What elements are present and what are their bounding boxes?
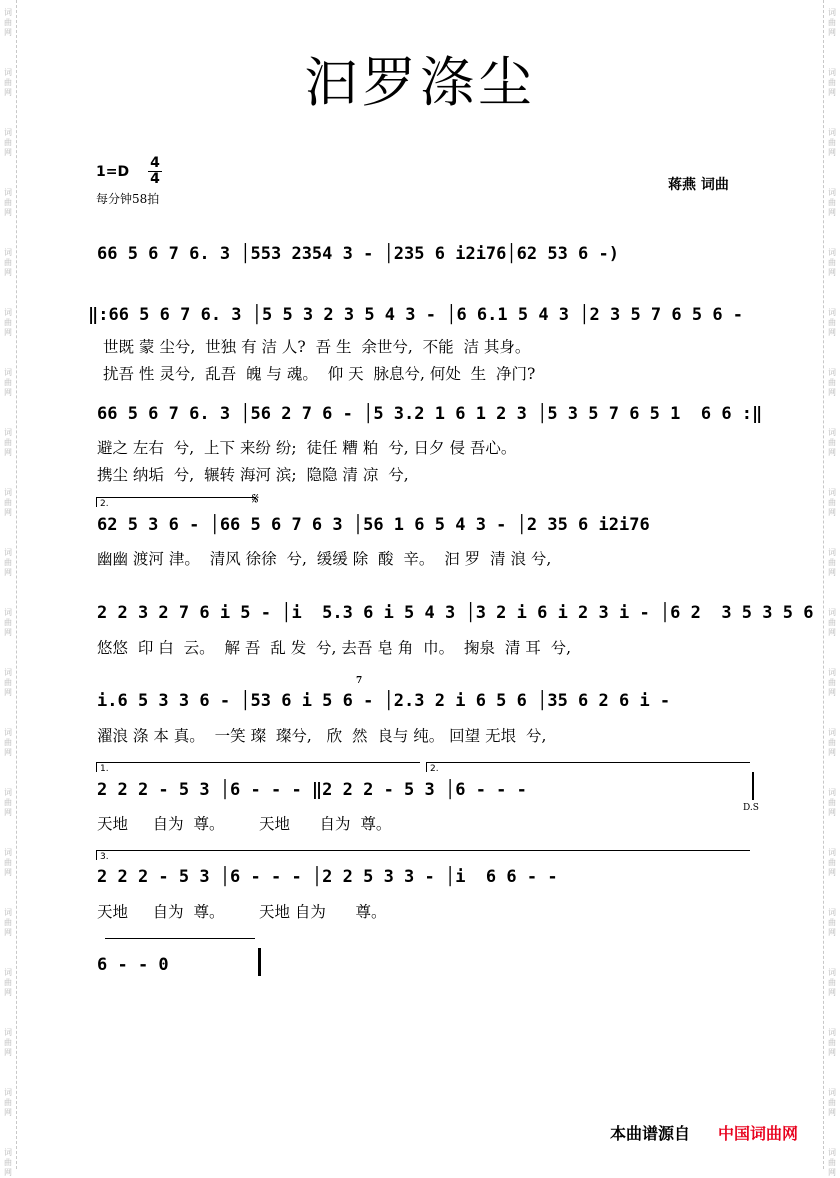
watermark-text: 词 曲 网: [4, 608, 12, 637]
volta-2-bracket: [96, 497, 256, 498]
watermark-text: 词 曲 网: [4, 68, 12, 97]
song-title: 汩罗涤尘: [304, 51, 536, 114]
time-bottom: 4: [150, 171, 160, 187]
left-margin-strip: [0, 0, 17, 1177]
watermark-text: 词 曲 网: [828, 188, 836, 217]
watermark-text: 词 曲 网: [828, 968, 836, 997]
watermark-text: 词 曲 网: [4, 1088, 12, 1117]
watermark-text: 词 曲 网: [828, 548, 836, 577]
ds-marking: D.S: [743, 803, 759, 813]
volta-2b-number: 2.: [430, 764, 439, 774]
volta-3-number: 3.: [100, 852, 109, 862]
notation-row-7: 2 2 2 - 5 3 │6 - - - ‖2 2 2 - 5 3 │6 - - -: [97, 780, 527, 800]
watermark-text: 词 曲 网: [828, 1028, 836, 1057]
volta-1-number: 1.: [100, 764, 109, 774]
segno-sign: 𝄋: [252, 489, 259, 508]
notation-row-9: 6 - - 0: [97, 955, 169, 975]
watermark-text: 词 曲 网: [828, 668, 836, 697]
lyrics-row-2-verse-2: 扰吾 性 灵兮, 乱吾 魄 与 魂。 仰 天 脉息兮, 何处 生 净门?: [103, 365, 536, 383]
watermark-text: 词 曲 网: [828, 608, 836, 637]
notation-row-4: 62 5 3 6 - │66 5 6 7 6 3 │56 1 6 5 4 3 - │2 35 6 i2i76: [97, 515, 650, 535]
watermark-text: 词 曲 网: [4, 488, 12, 517]
volta-2b-tick: [426, 762, 427, 772]
notation-row-1: 66 5 6 7 6. 3 │553 2354 3 - │235 6 i2i76│62 53 6 -): [97, 244, 619, 264]
right-margin-strip: [823, 0, 840, 1177]
grace-note-marker: 7: [356, 676, 363, 686]
watermark-text: 词 曲 网: [4, 428, 12, 457]
volta-1-bracket: [96, 762, 420, 763]
watermark-text: 词 曲 网: [828, 908, 836, 937]
watermark-text: 词 曲 网: [828, 128, 836, 157]
watermark-text: 词 曲 网: [4, 8, 12, 37]
watermark-text: 词 曲 网: [828, 848, 836, 877]
volta-1-tick: [96, 762, 97, 772]
watermark-text: 词 曲 网: [4, 128, 12, 157]
watermark-text: 词 曲 网: [828, 68, 836, 97]
end-barline: [752, 772, 754, 800]
watermark-text: 词 曲 网: [4, 308, 12, 337]
watermark-text: 词 曲 网: [4, 788, 12, 817]
notation-row-3: 66 5 6 7 6. 3 │56 2 7 6 - │5 3.2 1 6 1 2 3 │5 3 5 7 6 5 1 6 6 :‖: [97, 404, 763, 424]
watermark-text: 词 曲 网: [828, 1088, 836, 1117]
lyrics-row-3-verse-1: 避之 左右 兮, 上下 来纷 纷; 徒任 糟 粕 兮, 日夕 侵 吾心。: [97, 439, 517, 457]
notation-row-5: 2 2 3 2 7 6 i 5 - │i 5.3 6 i 5 4 3 │3 2 i 6 i 2 3 i - │6 2 3 5 3 5 6: [97, 603, 814, 623]
watermark-text: 词 曲 网: [828, 488, 836, 517]
tie-continuation: [105, 938, 255, 939]
volta-2b-bracket: [426, 762, 750, 763]
lyrics-row-7: 天地 自为 尊。 天地 自为 尊。: [97, 815, 392, 833]
watermark-text: 词 曲 网: [4, 188, 12, 217]
lyrics-row-4: 幽幽 渡河 津。 清风 徐徐 兮, 缓缓 除 酸 辛。 汩 罗 清 浪 兮,: [97, 550, 552, 568]
author-credit: 蒋燕 词曲: [668, 177, 729, 193]
watermark-text: 词 曲 网: [828, 728, 836, 757]
tempo-marking: 每分钟58拍: [96, 192, 160, 206]
time-signature: [148, 156, 162, 187]
volta-2-number: 2.: [100, 499, 109, 509]
lyrics-row-6: 濯浪 涤 本 真。 一笑 璨 璨兮, 欣 然 良与 纯。 回望 无垠 兮,: [97, 727, 547, 745]
lyrics-row-3-verse-2: 携尘 纳垢 兮, 辗转 海河 滨; 隐隐 清 凉 兮,: [97, 466, 409, 484]
watermark-text: 词 曲 网: [4, 1028, 12, 1057]
lyrics-row-5: 悠悠 印 白 云。 解 吾 乱 发 兮, 去吾 皂 角 巾。 掬泉 清 耳 兮,: [97, 639, 572, 657]
watermark-text: 词 曲 网: [4, 728, 12, 757]
source-site-link[interactable]: 中国词曲网: [718, 1124, 799, 1143]
watermark-text: 词 曲 网: [4, 968, 12, 997]
watermark-text: 词 曲 网: [4, 1148, 12, 1177]
watermark-text: 词 曲 网: [828, 1148, 836, 1177]
volta-3-tick: [96, 850, 97, 860]
notation-row-6: i.6 5 3 3 6 - │53 6 i 5 6 - │2.3 2 i 6 5 6 │35 6 2 6 i -: [97, 691, 671, 711]
watermark-text: 词 曲 网: [828, 8, 836, 37]
notation-row-8: 2 2 2 - 5 3 │6 - - - │2 2 5 3 3 - │i 6 6 - -: [97, 867, 558, 887]
watermark-text: 词 曲 网: [828, 308, 836, 337]
watermark-text: 词 曲 网: [4, 908, 12, 937]
watermark-text: 词 曲 网: [4, 248, 12, 277]
final-barline: [258, 948, 261, 976]
watermark-text: 词 曲 网: [828, 788, 836, 817]
notation-row-2: ‖:66 5 6 7 6. 3 │5 5 3 2 3 5 4 3 - │6 6.1 5 4 3 │2 3 5 7 6 5 6 -: [88, 305, 744, 325]
lyrics-row-2-verse-1: 世既 蒙 尘兮, 世独 有 洁 人? 吾 生 余世兮, 不能 洁 其身。: [103, 338, 531, 356]
source-label: 本曲谱源自: [610, 1124, 691, 1143]
watermark-text: 词 曲 网: [4, 848, 12, 877]
volta-3-bracket: [96, 850, 750, 851]
volta-2-tick: [96, 497, 97, 507]
watermark-text: 词 曲 网: [828, 248, 836, 277]
watermark-text: 词 曲 网: [4, 668, 12, 697]
key-signature: 1=D: [96, 164, 130, 180]
watermark-text: 词 曲 网: [4, 368, 12, 397]
lyrics-row-8: 天地 自为 尊。 天地 自为 尊。: [97, 903, 387, 921]
watermark-text: 词 曲 网: [4, 548, 12, 577]
time-top: 4: [150, 155, 160, 171]
watermark-text: 词 曲 网: [828, 368, 836, 397]
watermark-text: 词 曲 网: [828, 428, 836, 457]
